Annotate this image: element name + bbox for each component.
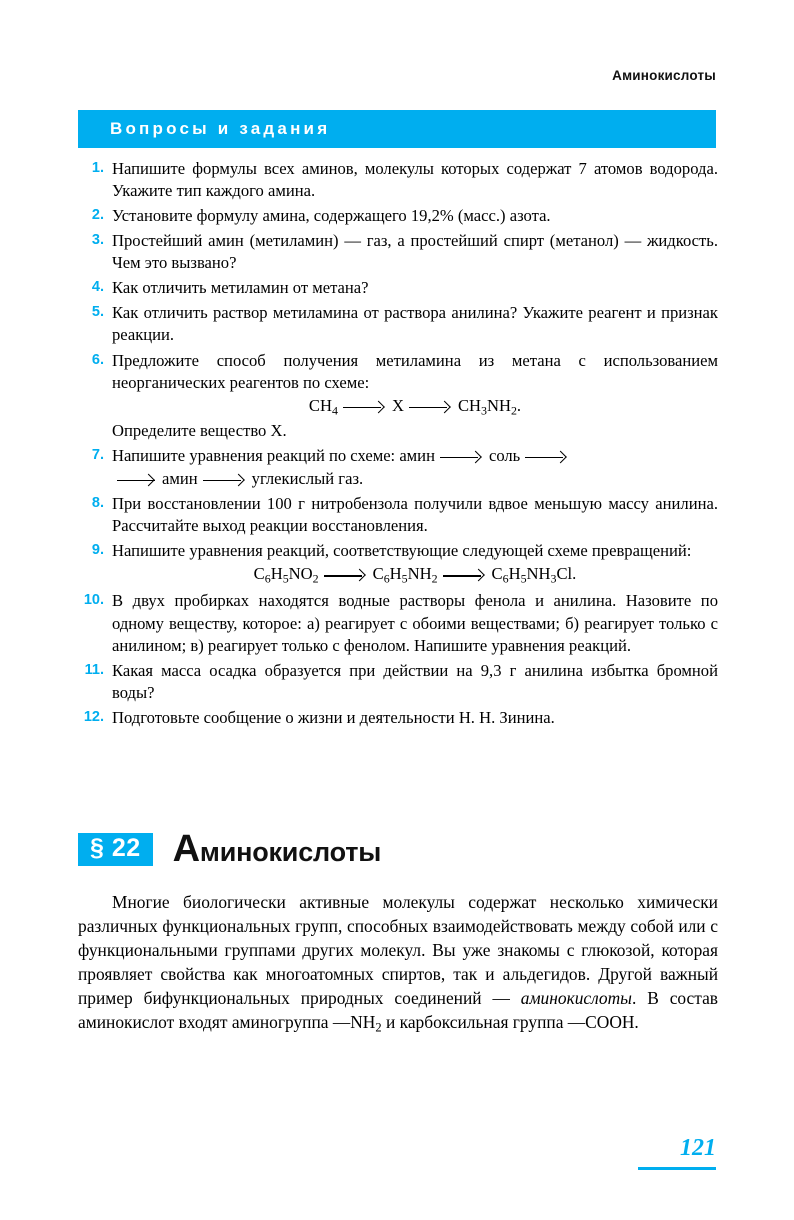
question-text-line: В двух пробирках находятся водные растворы фенола и анилина. Назовите по одному веществу, которое: а) реагирует с обоими веществами; б) реагирует только с анилином; в) реагирует только с фенолом. Напишите уравнения реакций.: [112, 591, 718, 655]
body-paragraph-part: . В состав аминокислот входят аминогруппа —NH: [78, 988, 719, 1033]
question-text: [112, 350, 718, 443]
question-text-part: Напишите уравнения реакций по схеме: амин: [112, 445, 435, 465]
body-paragraph-part: и карбоксильная группа —COOH.: [381, 1012, 639, 1033]
question-text-part: амин: [162, 468, 198, 488]
list-item: [78, 205, 718, 228]
question-text-followup: Определите вещество X.: [112, 420, 287, 440]
question-text-line: Напишите уравнения реакций, соответствующие следующей схеме превращений:: [112, 541, 692, 561]
list-item: [78, 590, 718, 657]
page-number-rule: [638, 1167, 716, 1170]
question-text: [112, 230, 718, 275]
list-item: [78, 230, 718, 275]
question-number: 11.: [84, 661, 104, 678]
reaction-arrow-icon: [440, 451, 484, 463]
question-number: 1.: [91, 160, 104, 176]
list-item: [78, 445, 718, 491]
list-item: [78, 707, 718, 730]
body-term-italic: аминокислоты: [520, 988, 632, 1009]
question-number: 3.: [91, 232, 104, 249]
question-number: 12.: [83, 708, 104, 725]
section-title-rest: минокислоты: [199, 837, 382, 867]
reaction-arrow-icon: [525, 451, 569, 463]
question-text-line: Предложите способ получения метиламина из метана с использованием неорганических реагентов по схеме:: [112, 350, 718, 392]
list-item: [78, 493, 718, 538]
page-title: [173, 828, 381, 871]
question-number: 7.: [91, 446, 104, 463]
question-text-part: углекислый газ.: [251, 468, 364, 488]
question-number: 2.: [91, 207, 104, 224]
question-text: [112, 540, 718, 588]
question-text: [112, 302, 718, 347]
question-number: 6.: [91, 351, 104, 368]
list-item: [78, 277, 718, 300]
question-text: [112, 277, 718, 300]
question-text-line: Как отличить метиламин от метана?: [112, 278, 369, 298]
list-item: [78, 350, 718, 443]
body-subscript: 2: [375, 1020, 382, 1035]
section-body: [78, 890, 718, 1037]
question-text: [112, 205, 718, 228]
reaction-arrow-icon: [203, 474, 247, 486]
question-number: 5.: [91, 304, 104, 321]
question-text: [112, 707, 718, 730]
body-paragraph: [78, 890, 718, 1037]
question-text: [112, 158, 718, 203]
reaction-arrow-icon: [343, 401, 387, 413]
question-number: 8.: [91, 495, 104, 512]
question-text-line: Какая масса осадка образуется при действии на 9,3 г анилина избытка бромной воды?: [112, 660, 718, 702]
questions-banner: [78, 110, 716, 148]
reaction-arrow-icon: [324, 570, 368, 582]
questions-list: [78, 158, 718, 732]
question-text: [112, 660, 718, 705]
question-number: 4.: [91, 279, 104, 296]
reaction-arrow-icon: [443, 570, 487, 582]
section-heading: [78, 828, 381, 871]
question-formula: $CH_4$ X $CH_3NH_2$.: [308, 395, 522, 417]
reaction-arrow-icon: [117, 474, 157, 486]
question-text-line: Напишите формулы всех аминов, молекулы которых содержат 7 атомов водорода. Укажите тип каждого амина.: [112, 159, 718, 201]
list-item: [78, 302, 718, 347]
list-item: [78, 660, 718, 705]
section-title-capital: А: [172, 828, 200, 870]
running-head: Аминокислоты: [612, 68, 716, 83]
reaction-arrow-icon: [409, 401, 453, 413]
question-text-line: [112, 468, 718, 490]
question-text-line: Подготовьте сообщение о жизни и деятельности Н. Н. Зинина.: [112, 707, 555, 727]
question-text-line: Как отличить раствор метиламина от раствора анилина? Укажите реагент и признак реакции.: [112, 303, 718, 345]
question-text-line: [112, 445, 718, 467]
question-text-line: При восстановлении 100 г нитробензола получили вдвое меньшую массу анилина. Рассчитайте выход реакции восстановления.: [112, 494, 718, 536]
question-formula: $C_6H_5NO_2$ $C_6H_5NH_2$ $C_6H_5NH_3Cl$.: [253, 564, 577, 586]
section-number-badge: § 22: [78, 833, 153, 866]
list-item: [78, 158, 718, 203]
page-number: 121: [680, 1135, 716, 1161]
question-number: 10.: [83, 592, 104, 609]
question-text: [112, 493, 718, 538]
question-number: 9.: [91, 542, 104, 559]
question-text-line: Установите формулу амина, содержащего 19,2% (масс.) азота.: [112, 206, 551, 226]
question-text-part: соль: [488, 445, 521, 465]
list-item: [78, 540, 718, 588]
question-text: [112, 445, 718, 491]
body-paragraph-part: Многие биологически активные молекулы содержат несколько химически различных функциональных групп, способных взаимодействовать между собой или с функциональными группами других молекул. Вы уже знакомы с глюкозой, которая проявляет свойства как многоатомных спиртов, так и альдегидов. Другой важный пример бифункциональных природных соединений —: [78, 892, 718, 1009]
question-text: [112, 590, 718, 657]
question-text-line: Простейший амин (метиламин) — газ, а простейший спирт (метанол) — жидкость. Чем это вызвано?: [112, 231, 718, 273]
questions-banner-title: Вопросы и задания: [110, 119, 331, 138]
